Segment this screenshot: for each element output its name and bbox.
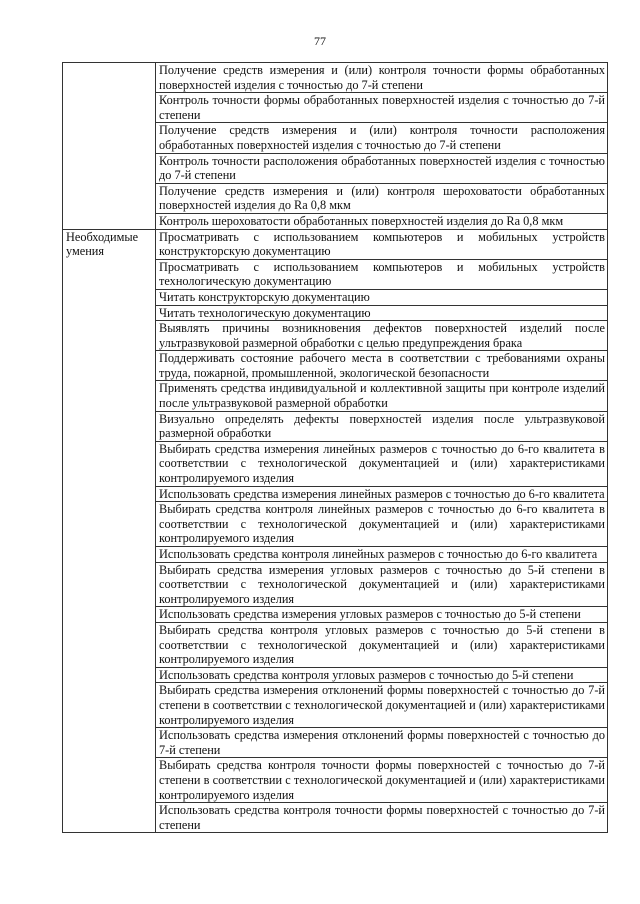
row-text-cell: Поддерживать состояние рабочего места в соответствии с требованиями охраны труда, пожарной, промышленной, экологической безопасности: [156, 351, 608, 381]
row-text-cell: Выбирать средства измерения отклонений формы поверхностей с точностью до 7-й степени в соответствии с технологической документацией и (или) характеристиками контролируемого изделия: [156, 683, 608, 728]
row-text-cell: Получение средств измерения и (или) контроля точности формы обработанных поверхностей изделия с точностью до 7-й степени: [156, 63, 608, 93]
row-text-cell: Применять средства индивидуальной и коллективной защиты при контроле изделий после ультразвуковой размерной обработки: [156, 381, 608, 411]
row-text-cell: Контроль точности формы обработанных поверхностей изделия с точностью до 7-й степени: [156, 93, 608, 123]
row-text-cell: Выявлять причины возникновения дефектов поверхностей изделий после ультразвуковой размерной обработки с целью предупреждения брака: [156, 321, 608, 351]
row-text-cell: Выбирать средства контроля угловых размеров с точностью до 5-й степени в соответствии с технологической документацией и (или) характеристиками контролируемого изделия: [156, 622, 608, 667]
skills-table: [62, 62, 608, 833]
row-text-cell: Получение средств измерения и (или) контроля точности расположения обработанных поверхностей изделия с точностью до 7-й степени: [156, 123, 608, 153]
row-text-cell: Использовать средства измерения отклонений формы поверхностей с точностью до 7-й степени: [156, 728, 608, 758]
row-text-cell: Использовать средства контроля точности формы поверхностей с точностью до 7-й степени: [156, 803, 608, 833]
table-row: [63, 229, 608, 259]
row-text-cell: Использовать средства измерения линейных размеров с точностью до 6-го квалитета: [156, 486, 608, 502]
row-text-cell: Визуально определять дефекты поверхностей изделия после ультразвуковой размерной обработки: [156, 411, 608, 441]
row-text-cell: Использовать средства измерения угловых размеров с точностью до 5-й степени: [156, 607, 608, 623]
row-label-cell: [63, 63, 156, 230]
row-text-cell: Читать конструкторскую документацию: [156, 289, 608, 305]
row-text-cell: Контроль шероховатости обработанных поверхностей изделия до Ra 0,8 мкм: [156, 213, 608, 229]
row-text-cell: Читать технологическую документацию: [156, 305, 608, 321]
table-row: [63, 63, 608, 93]
row-text-cell: Использовать средства контроля линейных размеров с точностью до 6-го квалитета: [156, 547, 608, 563]
page-number: 77: [314, 34, 326, 48]
row-text-cell: Выбирать средства контроля линейных размеров с точностью до 6-го квалитета в соответствии с технологической документацией и (или) характеристиками контролируемого изделия: [156, 502, 608, 547]
row-text-cell: Просматривать с использованием компьютеров и мобильных устройств конструкторскую документацию: [156, 229, 608, 259]
row-text-cell: Использовать средства контроля угловых размеров с точностью до 5-й степени: [156, 667, 608, 683]
row-text-cell: Выбирать средства контроля точности формы поверхностей с точностью до 7-й степени в соответствии с технологической документацией и (или) характеристиками контролируемого изделия: [156, 758, 608, 803]
row-text-cell: Выбирать средства измерения угловых размеров с точностью до 5-й степени в соответствии с технологической документацией и (или) характеристиками контролируемого изделия: [156, 562, 608, 607]
row-text-cell: Просматривать с использованием компьютеров и мобильных устройств технологическую документацию: [156, 259, 608, 289]
row-text-cell: Выбирать средства измерения линейных размеров с точностью до 6-го квалитета в соответствии с технологической документацией и (или) характеристиками контролируемого изделия: [156, 441, 608, 486]
row-text-cell: Получение средств измерения и (или) контроля шероховатости обработанных поверхностей изделия до Ra 0,8 мкм: [156, 183, 608, 213]
row-label-cell: Необходимые умения: [63, 229, 156, 833]
row-text-cell: Контроль точности расположения обработанных поверхностей изделия с точностью до 7-й степени: [156, 153, 608, 183]
